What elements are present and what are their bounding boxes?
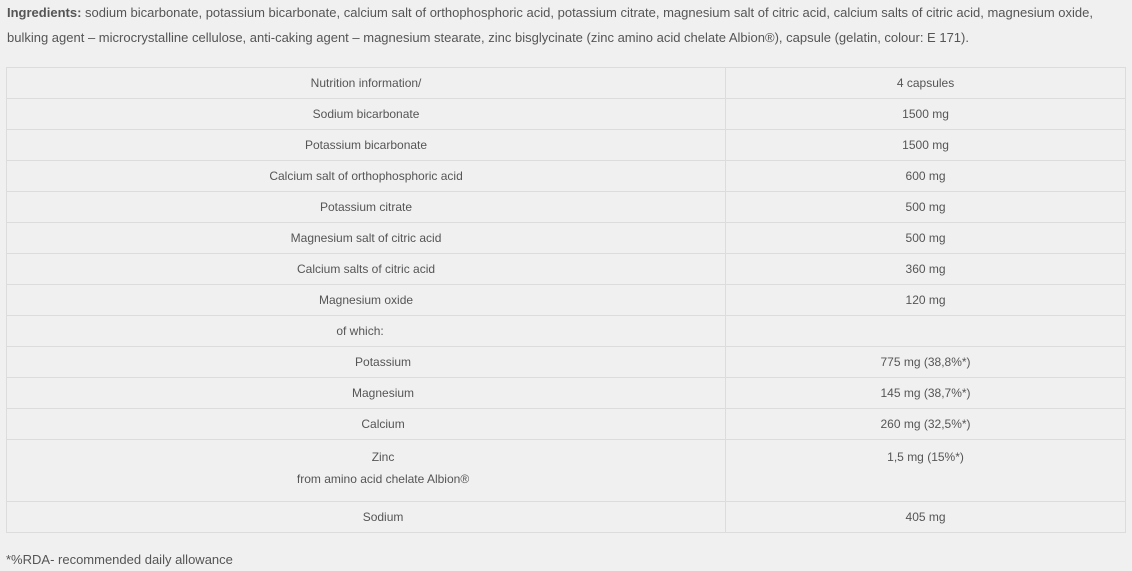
nutrient-name: Potassium bicarbonate (304, 138, 428, 152)
nutrient-value-cell (726, 192, 1126, 223)
nutrient-name-cell (7, 347, 726, 378)
nutrient-value: 500 mg (905, 231, 946, 245)
nutrient-name-cell (7, 285, 726, 316)
nutrient-value-cell (726, 316, 1126, 347)
ingredients-paragraph (7, 0, 1125, 50)
nutrient-value-cell (726, 378, 1126, 409)
nutrient-name: Magnesium salt of citric acid (290, 231, 442, 245)
table-row (7, 99, 1126, 130)
nutrient-value: 775 mg (38,8%*) (880, 355, 971, 369)
table-row (7, 409, 1126, 440)
nutrient-name: Calcium salts of citric acid (297, 262, 436, 276)
nutrient-name: Nutrition information/ (310, 76, 422, 90)
nutrient-value-cell (726, 285, 1126, 316)
nutrient-name: Magnesium oxide (319, 293, 414, 307)
nutrient-name-cell (7, 316, 726, 347)
table-row (7, 440, 1126, 502)
table-row (7, 316, 1126, 347)
table-row (7, 68, 1126, 99)
nutrient-value-cell (726, 440, 1126, 502)
table-row (7, 161, 1126, 192)
table-row (7, 223, 1126, 254)
nutrient-value-cell (726, 223, 1126, 254)
nutrient-value-cell (726, 254, 1126, 285)
table-row (7, 285, 1126, 316)
footnote: *%RDA- recommended daily allowance (6, 552, 233, 567)
nutrient-value: 120 mg (905, 293, 946, 307)
nutrient-name: Calcium (361, 417, 405, 431)
table-row (7, 130, 1126, 161)
nutrient-name-cell (7, 440, 726, 502)
nutrient-value-cell (726, 347, 1126, 378)
nutrient-name: Sodium bicarbonate (312, 107, 420, 121)
table-row (7, 378, 1126, 409)
nutrient-name: Zinc (371, 450, 395, 464)
nutrient-name-cell (7, 99, 726, 130)
ingredients-text: sodium bicarbonate, potassium bicarbonate, calcium salt of orthophosphoric acid, potassium citrate, magnesium salt of citric acid, calcium salts of citric acid, magnesium oxide, bulking agent – microcrystalline cellulose, anti-caking agent – magnesium stearate, zinc bisglycinate (zinc amino acid chelate Albion®), capsule (gelatin, colour: E 171). (7, 5, 1093, 45)
nutrient-value: 600 mg (905, 169, 946, 183)
nutrient-value: 360 mg (905, 262, 946, 276)
nutrient-value-cell (726, 502, 1126, 533)
table-row (7, 254, 1126, 285)
nutrient-name: Potassium citrate (320, 200, 413, 214)
nutrient-value: 1,5 mg (15%*) (887, 450, 964, 464)
nutrient-value-cell (726, 99, 1126, 130)
nutrient-name: Potassium (355, 355, 412, 369)
nutrient-name-sub: from amino acid chelate Albion® (296, 472, 470, 486)
nutrient-value-cell (726, 161, 1126, 192)
nutrient-value: 500 mg (905, 200, 946, 214)
nutrient-name-cell (7, 223, 726, 254)
nutrient-value: 4 capsules (896, 76, 955, 90)
nutrient-value: 405 mg (905, 510, 946, 524)
nutrient-name-cell (7, 161, 726, 192)
nutrient-name-cell (7, 254, 726, 285)
nutrient-name-cell (7, 502, 726, 533)
nutrient-name-cell (7, 130, 726, 161)
nutrient-value-cell (726, 68, 1126, 99)
nutrient-name-cell (7, 192, 726, 223)
nutrient-name: Magnesium (352, 386, 415, 400)
nutrient-value: 145 mg (38,7%*) (880, 386, 971, 400)
nutrient-name-cell (7, 378, 726, 409)
nutrient-value: 1500 mg (902, 138, 949, 152)
table-row (7, 502, 1126, 533)
nutrient-name-cell (7, 409, 726, 440)
nutrient-value-cell (726, 130, 1126, 161)
nutrient-name-cell (7, 68, 726, 99)
nutrient-name: Sodium (362, 510, 404, 524)
nutrient-name: Calcium salt of orthophosphoric acid (269, 169, 463, 183)
table-row (7, 192, 1126, 223)
ingredients-label: Ingredients: (7, 5, 82, 20)
nutrient-value-cell (726, 409, 1126, 440)
nutrition-table (6, 67, 1126, 533)
of-which-label: of which: (336, 324, 384, 338)
nutrient-value: 260 mg (32,5%*) (880, 417, 971, 431)
nutrient-value: 1500 mg (902, 107, 949, 121)
table-row (7, 347, 1126, 378)
